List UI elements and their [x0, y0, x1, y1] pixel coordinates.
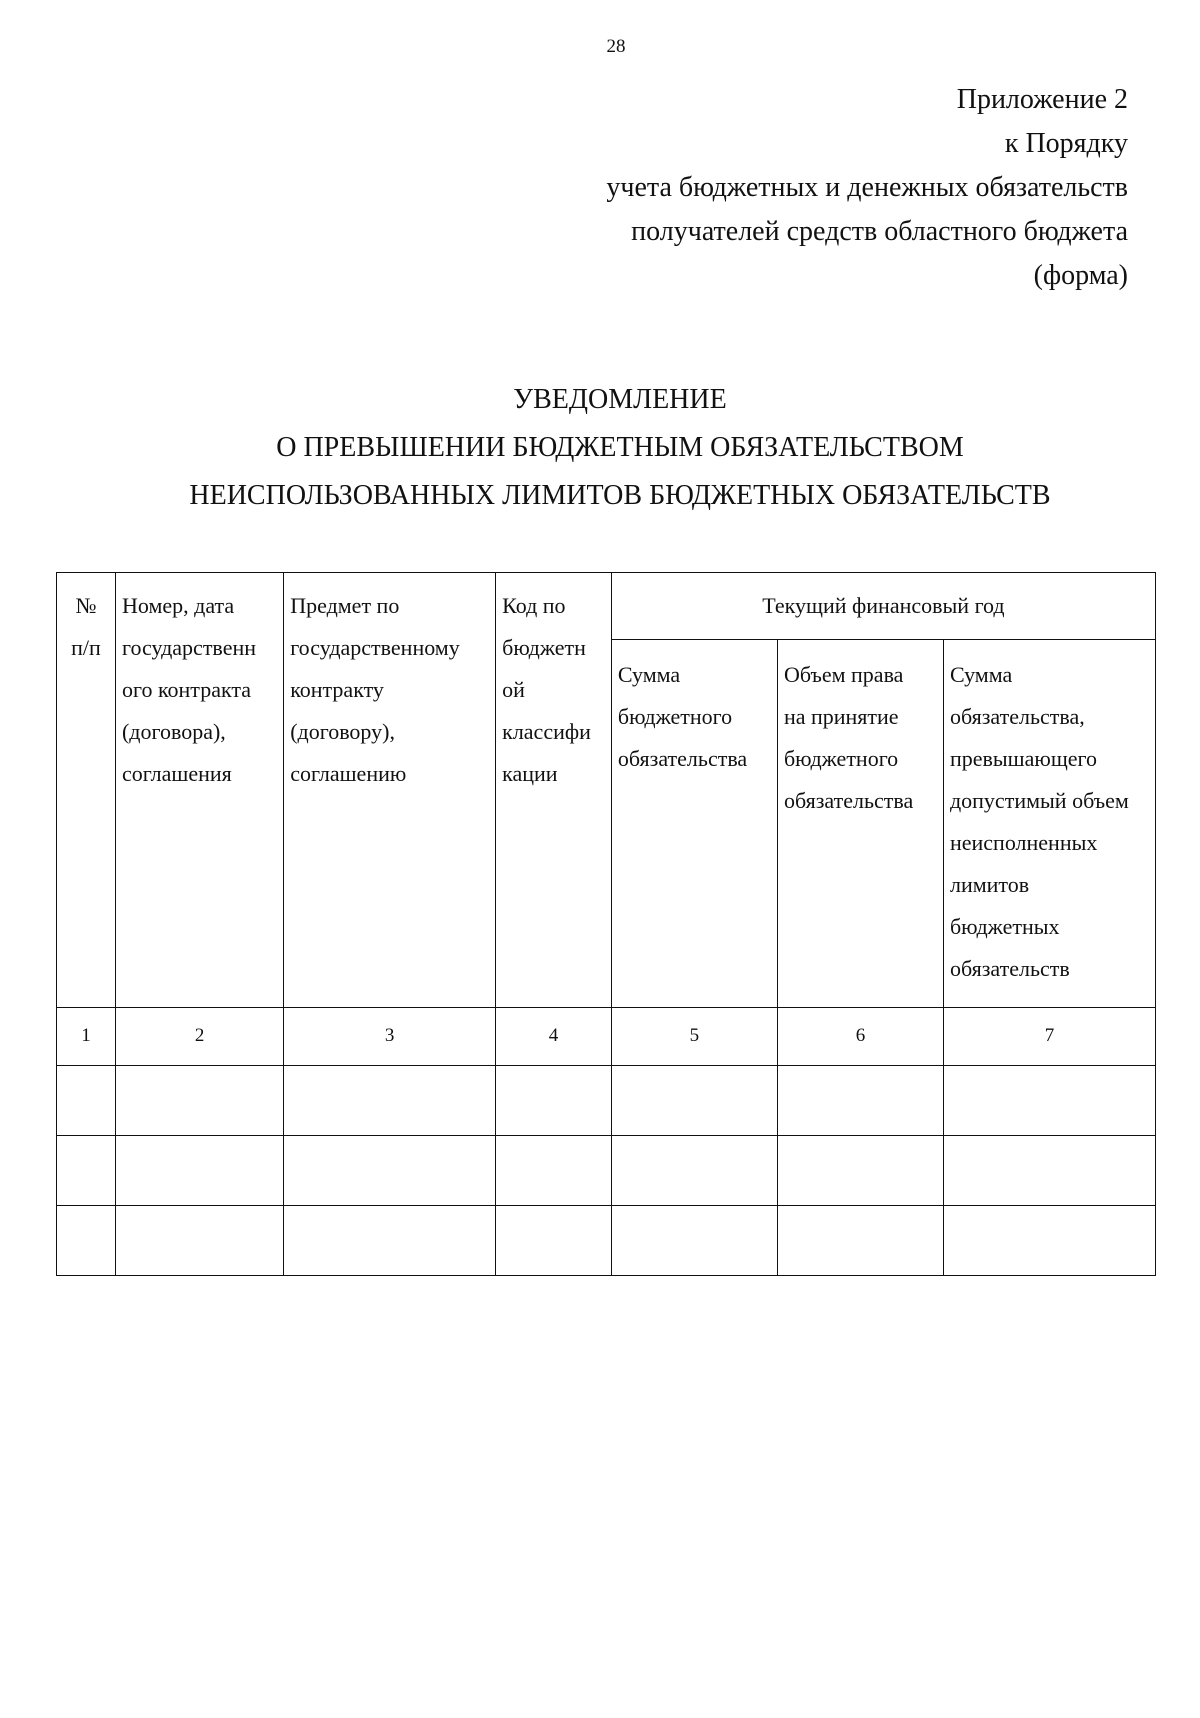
empty-cell	[284, 1065, 496, 1135]
empty-cell	[496, 1065, 612, 1135]
column-number: 4	[496, 1007, 612, 1065]
header-text: Объем права	[783, 662, 904, 688]
header-text: обязательства	[617, 746, 748, 772]
empty-cell	[777, 1205, 943, 1275]
header-text: п/п	[71, 635, 101, 660]
header-text: Код по	[502, 593, 566, 618]
empty-cell	[284, 1205, 496, 1275]
header-cell-subject	[284, 573, 496, 1008]
column-number: 5	[611, 1007, 777, 1065]
title-line: УВЕДОМЛЕНИЕ	[513, 384, 727, 415]
header-text: обязательства	[783, 788, 914, 814]
header-text: превышающего	[949, 746, 1097, 772]
empty-cell	[611, 1205, 777, 1275]
header-text: бюджетного	[783, 746, 899, 772]
header-text: бюджетного	[617, 704, 733, 730]
empty-cell	[115, 1065, 283, 1135]
document-title	[0, 376, 1200, 520]
header-cell-current-year: Текущий финансовый год	[611, 573, 1155, 640]
header-text: обязательств	[949, 956, 1070, 982]
header-text: соглашению	[290, 761, 407, 786]
header-text: государственному	[290, 635, 460, 660]
header-text: классифи	[502, 719, 591, 744]
title-line: НЕИСПОЛЬЗОВАННЫХ ЛИМИТОВ БЮДЖЕТНЫХ ОБЯЗАТЕЛЬСТВ	[189, 480, 1051, 511]
header-cell-obligation-sum	[611, 640, 777, 1008]
empty-cell	[115, 1205, 283, 1275]
header-text: ого контракта	[121, 677, 251, 702]
column-number: 7	[943, 1007, 1155, 1065]
empty-cell	[57, 1065, 116, 1135]
empty-cell	[496, 1135, 612, 1205]
empty-cell	[611, 1135, 777, 1205]
header-cell-number	[57, 573, 116, 1008]
header-text: бюджетных	[949, 914, 1060, 940]
header-text: Сумма	[617, 662, 681, 688]
empty-cell	[777, 1135, 943, 1205]
header-text: соглашения	[121, 761, 232, 786]
empty-cell	[496, 1205, 612, 1275]
appendix-line: учета бюджетных и денежных обязательств	[606, 172, 1128, 203]
header-text: контракту	[290, 677, 384, 702]
header-text: №	[75, 593, 97, 618]
column-number: 1	[57, 1007, 116, 1065]
empty-cell	[777, 1065, 943, 1135]
column-number: 2	[115, 1007, 283, 1065]
header-text: обязательства,	[949, 704, 1085, 730]
header-text: Номер, дата	[121, 593, 235, 618]
empty-cell	[57, 1135, 116, 1205]
header-text: государственн	[121, 635, 257, 660]
header-text: Предмет по	[290, 593, 400, 618]
empty-cell	[943, 1135, 1155, 1205]
table-row	[57, 1065, 1156, 1135]
header-text: (договора),	[121, 719, 226, 744]
header-cell-right-volume	[777, 640, 943, 1008]
empty-cell	[115, 1135, 283, 1205]
header-text: кации	[502, 761, 558, 786]
header-row-top	[57, 573, 1156, 640]
header-text: допустимый объем	[949, 788, 1129, 814]
header-text: Сумма	[949, 662, 1013, 688]
empty-cell	[284, 1135, 496, 1205]
header-text: бюджетн	[502, 635, 586, 660]
title-line: О ПРЕВЫШЕНИИ БЮДЖЕТНЫМ ОБЯЗАТЕЛЬСТВОМ	[276, 432, 964, 463]
column-number-row	[57, 1007, 1156, 1065]
appendix-header	[428, 78, 1128, 298]
empty-cell	[943, 1205, 1155, 1275]
header-text: лимитов	[949, 872, 1030, 898]
header-text: на принятие	[783, 704, 899, 730]
header-cell-excess-sum	[943, 640, 1155, 1008]
header-text: ой	[502, 677, 525, 702]
page-number: 28	[606, 36, 626, 57]
empty-cell	[57, 1205, 116, 1275]
header-cell-contract	[115, 573, 283, 1008]
column-number: 3	[284, 1007, 496, 1065]
notification-table	[56, 572, 1156, 1276]
header-text: неисполненных	[949, 830, 1098, 856]
header-cell-budget-code	[496, 573, 612, 1008]
empty-cell	[611, 1065, 777, 1135]
header-text: (договору),	[290, 719, 395, 744]
appendix-line: Приложение 2	[956, 84, 1128, 115]
empty-cell	[943, 1065, 1155, 1135]
appendix-line: (форма)	[1033, 260, 1128, 291]
appendix-line: получателей средств областного бюджета	[631, 216, 1128, 247]
column-number: 6	[777, 1007, 943, 1065]
table-row	[57, 1135, 1156, 1205]
appendix-line: к Порядку	[1004, 128, 1128, 159]
table-row	[57, 1205, 1156, 1275]
